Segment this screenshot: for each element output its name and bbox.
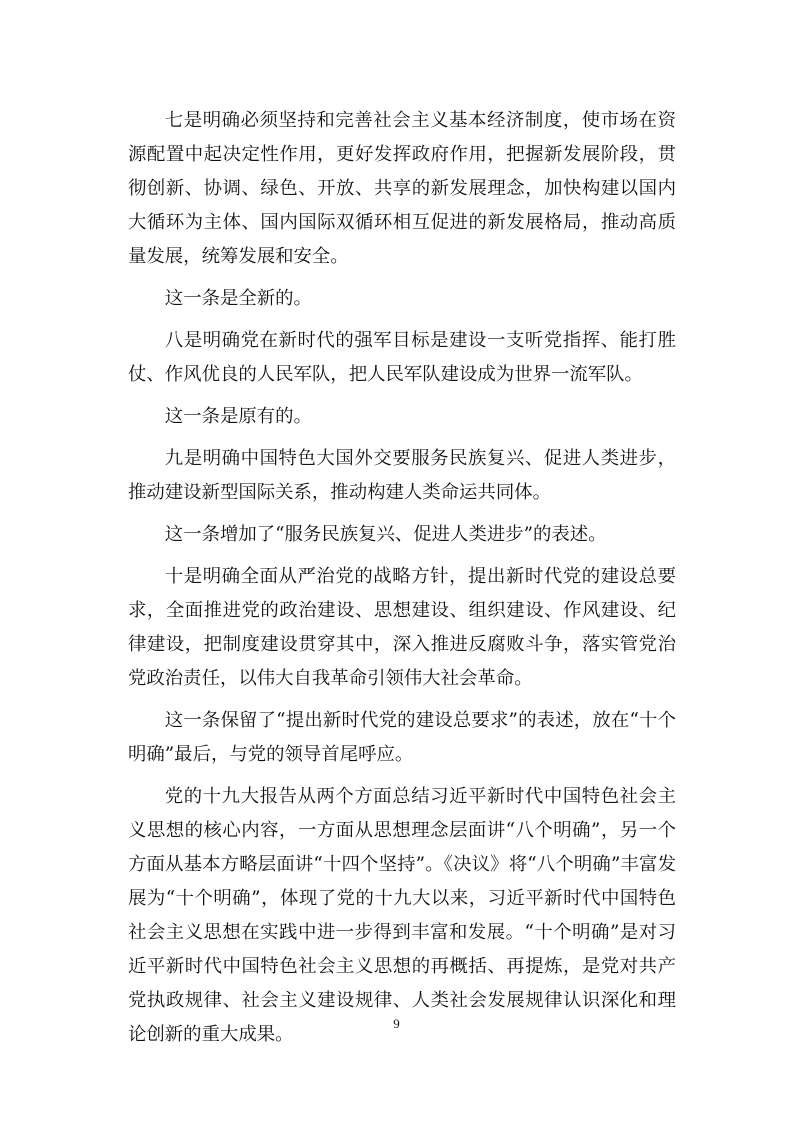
document-body — [128, 104, 676, 1060]
paragraph-item-eight: 八是明确党在新时代的强军目标是建设一支听党指挥、能打胜仗、作风优良的人民军队，把人民军队建设成为世界一流军队。 — [128, 330, 676, 385]
paragraph-item-ten: 十是明确全面从严治党的战略方针，提出新时代党的建设总要求，全面推进党的政治建设、思想建设、组织建设、作风建设、纪律建设，把制度建设贯穿其中，深入推进反腐败斗争，落实管党治党政治责任，以伟大自我革命引领伟大社会革命。 — [128, 566, 676, 689]
paragraph-item-seven: 七是明确必须坚持和完善社会主义基本经济制度，使市场在资源配置中起决定性作用，更好发挥政府作用，把握新发展阶段，贯彻创新、协调、绿色、开放、共享的新发展理念，加快构建以国内大循环为主体、国内国际双循环相互促进的新发展格局，推动高质量发展，统筹发展和安全。 — [128, 110, 676, 267]
paragraph-item-nine: 九是明确中国特色大国外交要服务民族复兴、促进人类进步，推动建设新型国际关系，推动构建人类命运共同体。 — [128, 448, 676, 503]
paragraph-summary: 党的十九大报告从两个方面总结习近平新时代中国特色社会主义思想的核心内容，一方面从思想理念层面讲“八个明确”，另一个方面从基本方略层面讲“十四个坚持”。《决议》将“八个明确”丰富发展为“十个明确”，体现了党的十九大以来，习近平新时代中国特色社会主义思想在实践中进一步得到丰富和发展。“十个明确”是对习近平新时代中国特色社会主义思想的再概括、再提炼，是党对共产党执政规律、社会主义建设规律、人类社会发展规律认识深化和理论创新的重大成果。 — [128, 786, 676, 1045]
paragraph-comment-seven: 这一条是全新的。 — [164, 288, 312, 309]
page-number: 9 — [393, 1016, 400, 1031]
paragraph-comment-eight: 这一条是原有的。 — [164, 406, 312, 427]
paragraph-comment-ten: 这一条保留了“提出新时代党的建设总要求”的表述，放在“十个明确”最后，与党的领导首尾呼应。 — [128, 710, 676, 765]
paragraph-comment-nine: 这一条增加了“服务民族复兴、促进人类进步”的表述。 — [164, 524, 607, 545]
